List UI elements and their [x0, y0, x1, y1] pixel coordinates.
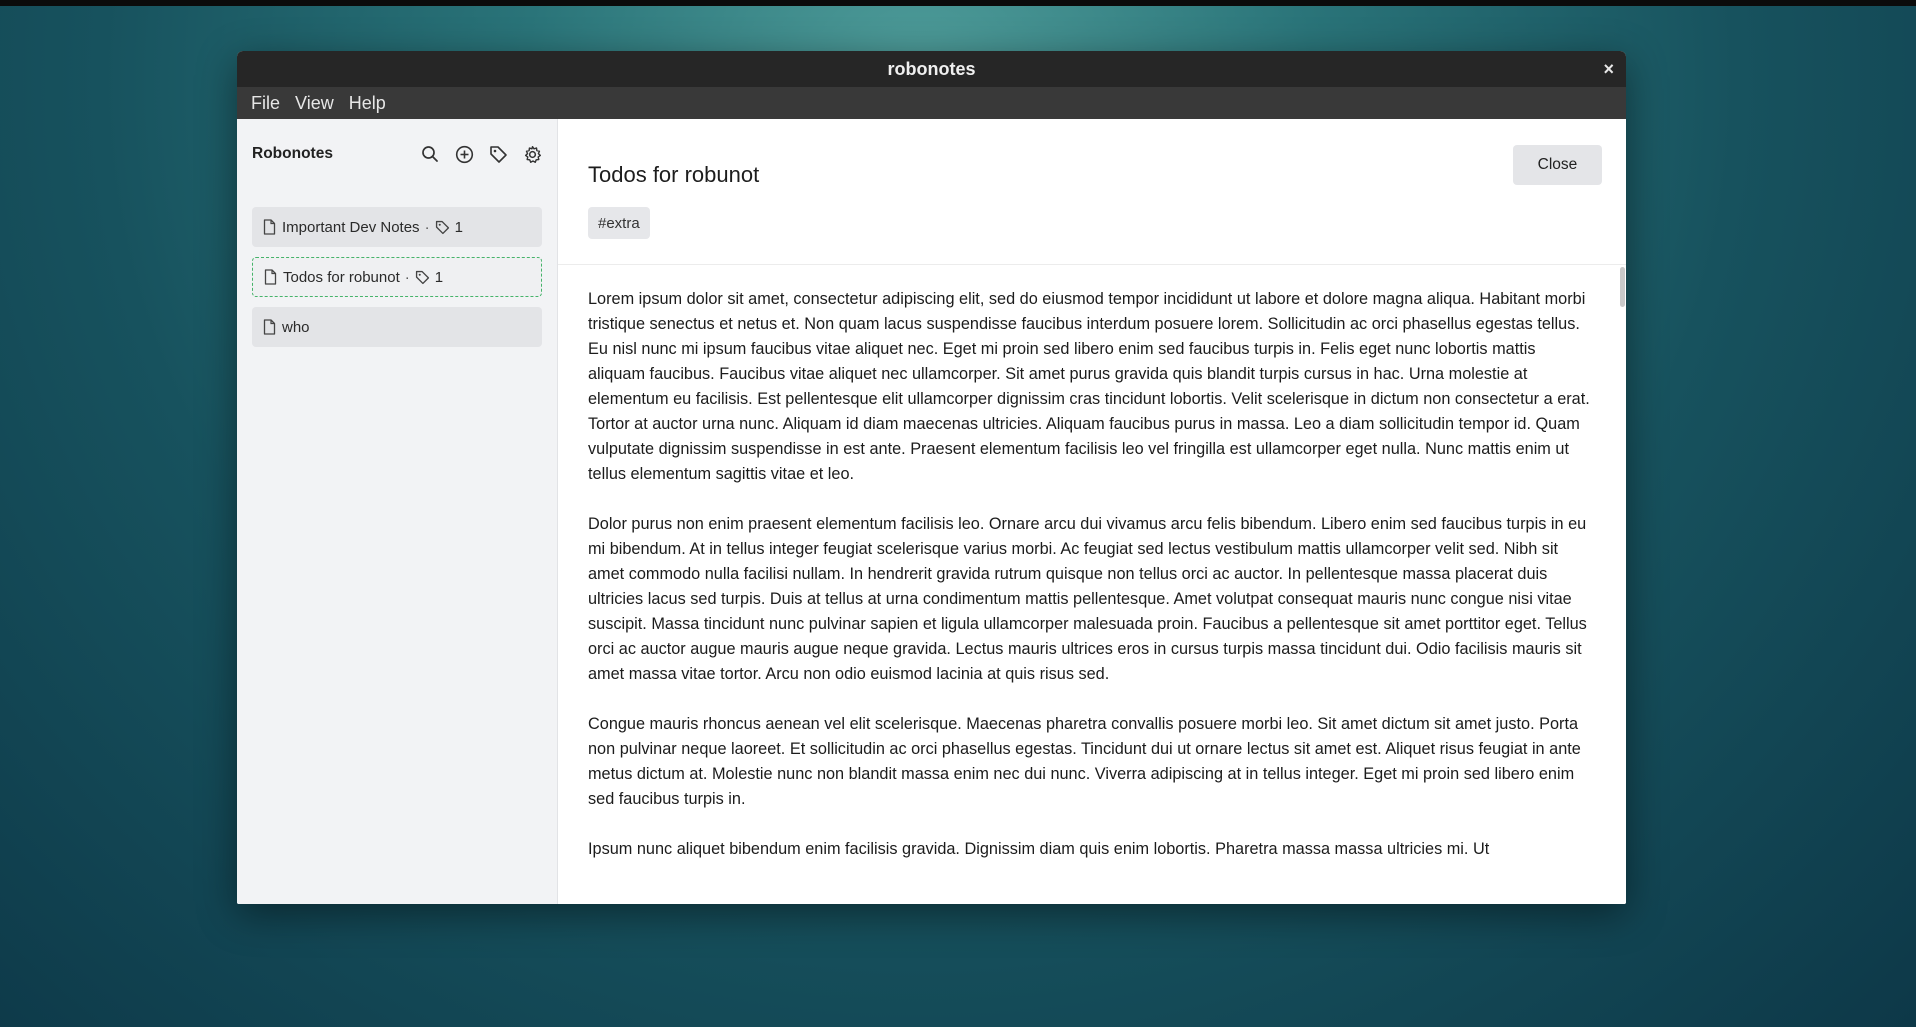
menu-view[interactable]: View	[295, 92, 334, 113]
scrollbar-thumb[interactable]	[1620, 267, 1625, 307]
note-item-label: Important Dev Notes	[282, 218, 420, 236]
window-close-icon[interactable]: ×	[1603, 59, 1614, 79]
window-titlebar[interactable]	[237, 51, 1626, 87]
sidebar-header	[237, 119, 557, 189]
tag-count: 1	[454, 218, 463, 236]
note-item-todos-for-robunot[interactable]	[252, 257, 542, 297]
app-content	[237, 119, 1626, 904]
tag-icon	[435, 220, 450, 235]
file-icon	[263, 319, 276, 335]
note-item-label: Todos for robunot	[283, 268, 400, 286]
file-icon	[263, 219, 276, 235]
note-title: Todos for robunot	[588, 162, 760, 187]
menu-help[interactable]: Help	[348, 92, 386, 113]
note-paragraph: Dolor purus non enim praesent elementum facilisis leo. Ornare arcu dui vivamus arcu felis bibendum. Libero enim sed faucibus turpis in eu mi bibendum. At in tellus integer feugiat scelerisque varius morbi. Ac feugiat sed lectus vestibulum mattis ullamcorper velit sed. Nibh sit amet commodo nulla facilisi nullam. In hendrerit gravida rutrum quisque non tellus orci ac auctor. In pellentesque massa placerat duis ultricies lacus sed turpis. Duis at tellus at urna condimentum mattis pellentesque. Amet volutpat consequat mauris nunc congue nisi vitae suscipit. Massa tincidunt nunc pulvinar sapien et ligula ullamcorper malesuada proin. Faucibus a pellentesque sit amet porttitor eget. Tellus orci ac auctor augue mauris augue neque gravida. Lectus mauris ultrices eros in cursus turpis massa tincidunt dui. Odio facilisis mauris sit amet massa vitae tortor. Arcu non odio euismod lacinia at quis risus sed.	[588, 515, 1587, 683]
file-icon	[264, 269, 277, 285]
search-icon[interactable]	[419, 143, 441, 165]
tag-count: 1	[434, 268, 444, 286]
note-body[interactable]	[558, 265, 1626, 904]
app-window	[237, 51, 1626, 904]
note-editor	[558, 119, 1626, 904]
note-list	[237, 189, 557, 347]
add-circle-icon[interactable]	[453, 143, 475, 165]
note-paragraph: Congue mauris rhoncus aenean vel elit scelerisque. Maecenas pharetra convallis posuere morbi leo. Sit amet dictum sit amet justo. Porta non pulvinar neque laoreet. Et sollicitudin ac orci phasellus egestas. Tincidunt dui ut ornare lectus sit amet est. Aliquet risus feugiat in ante metus dictum at. Molestie nunc non blandit massa enim nec dui nunc. Viverra adipiscing at in tellus integer. Eget mi proin sed libero enim sed faucibus turpis in.	[588, 715, 1581, 808]
window-title: robonotes	[887, 58, 976, 79]
menubar	[237, 87, 1626, 119]
note-item-who[interactable]	[252, 307, 542, 347]
sidebar-toolbar	[419, 143, 543, 165]
tag-icon[interactable]	[487, 143, 509, 165]
tag-chip[interactable]: #extra	[588, 207, 650, 239]
note-paragraph: Ipsum nunc aliquet bibendum enim facilisis gravida. Dignissim diam quis enim lobortis. Pharetra massa massa ultricies mi. Ut	[588, 840, 1490, 858]
tag-icon	[415, 270, 430, 285]
note-item-important-dev-notes[interactable]	[252, 207, 542, 247]
sidebar	[237, 119, 558, 904]
separator: ·	[404, 268, 410, 286]
gear-icon[interactable]	[521, 143, 543, 165]
sidebar-title: Robonotes	[252, 145, 333, 162]
scrollbar[interactable]	[1618, 265, 1626, 904]
note-item-label: who	[282, 318, 310, 336]
menu-file[interactable]: File	[251, 92, 281, 113]
desktop-top-bar	[0, 0, 1916, 6]
note-paragraph: Lorem ipsum dolor sit amet, consectetur adipiscing elit, sed do eiusmod tempor incididunt ut labore et dolore magna aliqua. Habitant morbi tristique senectus et netus et. Non quam lacus suspendisse faucibus interdum posuere lorem. Sollicitudin ac orci phasellus egestas tellus. Eu nisl nunc mi ipsum faucibus vitae aliquet nec. Eget mi proin sed libero enim sed faucibus turpis in. Felis eget nunc lobortis mattis aliquam faucibus. Faucibus vitae aliquet nec ullamcorper. Sit amet purus gravida quis blandit turpis cursus in hac. Urna molestie at elementum eu facilisis. Est pellentesque elit ullamcorper dignissim cras tincidunt lobortis. Velit scelerisque in dictum non consectetur a erat. Tortor at auctor urna nunc. Aliquam id diam maecenas ultricies. Aliquam faucibus purus in massa. Leo a diam sollicitudin tempor id. Quam vulputate dignissim suspendisse in est ante. Praesent elementum facilisis leo vel fringilla est ullamcorper eget nulla. Nunc mattis enim ut tellus elementum sagittis vitae et leo.	[588, 290, 1590, 483]
close-button[interactable]: Close	[1513, 145, 1602, 185]
note-header	[558, 119, 1626, 265]
separator: ·	[424, 218, 430, 236]
